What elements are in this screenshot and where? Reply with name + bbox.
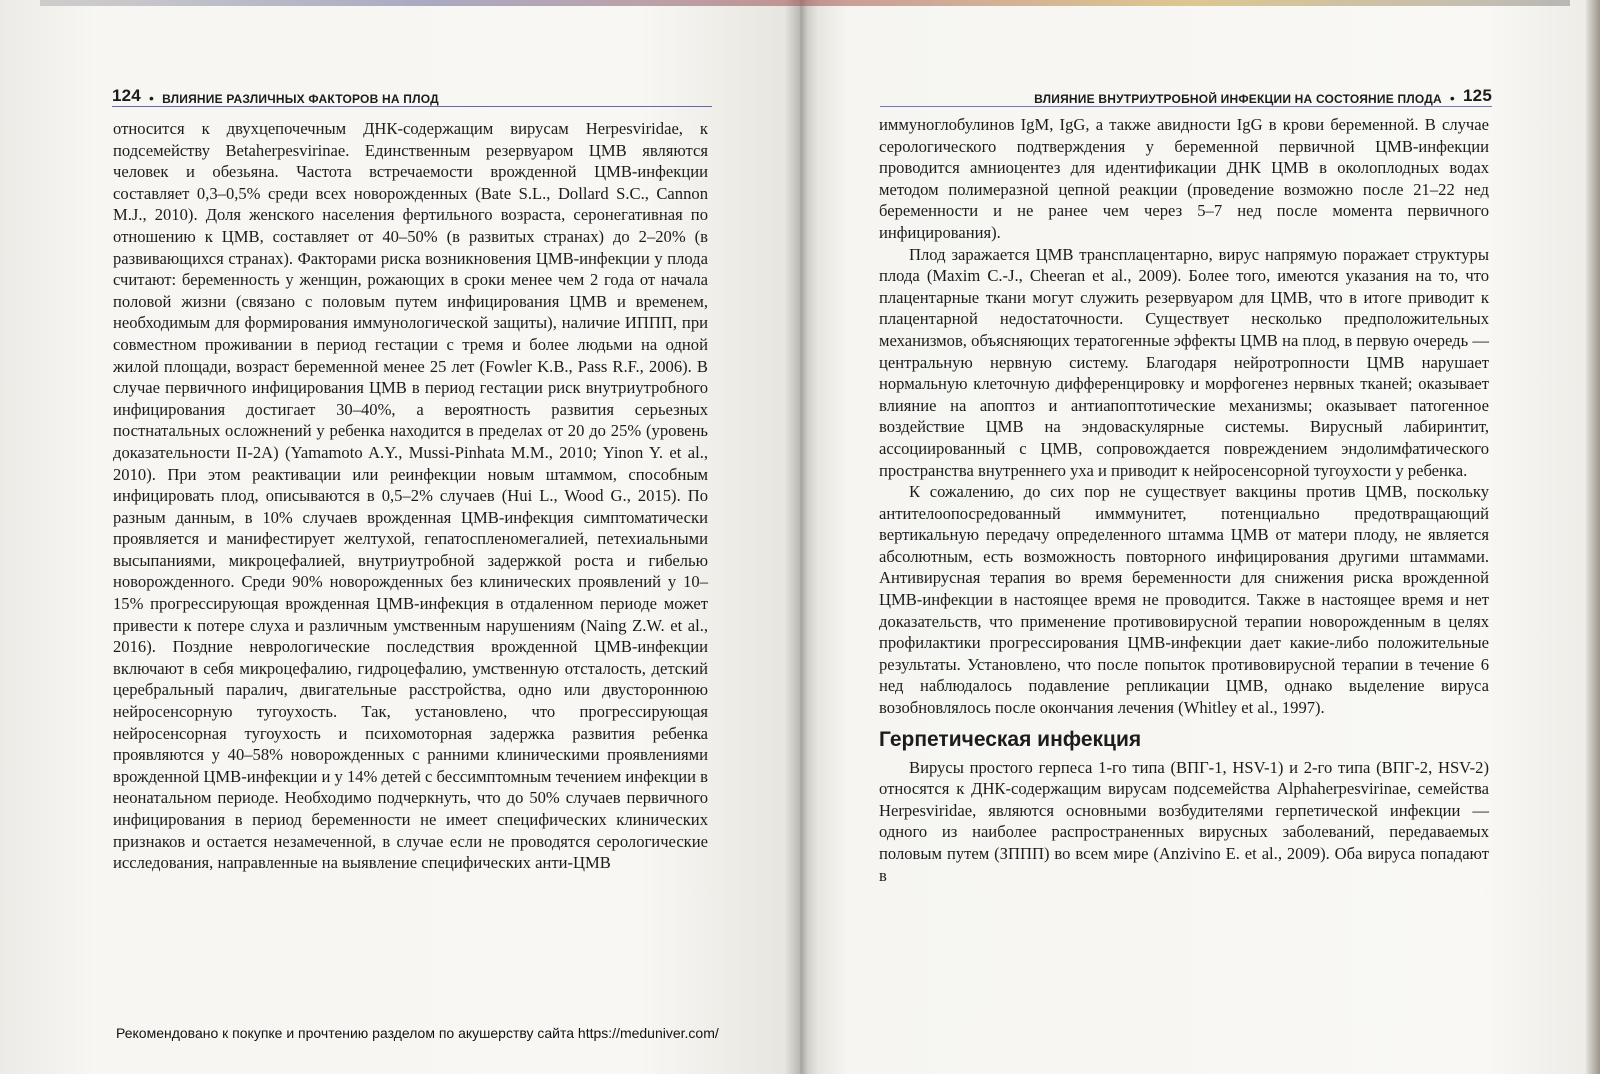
book-gutter [784, 0, 818, 1074]
right-text-column [879, 114, 1489, 886]
right-page-number: 125 [1463, 86, 1492, 105]
left-text-column [113, 118, 708, 874]
right-paragraph-3: К сожалению, до сих пор не существует вакцины против ЦМВ, поскольку антителоопосредованный имммунитет, потенциально предотвращающий вертикальную передачу определенного штамма ЦМВ от матери плоду, не является абсолютным, есть возможность повторного инфицирования другими штаммами. Антивирусная терапия во время беременности для снижения риска врожденной ЦМВ-инфекции в настоящее время не проводится. Также в настоящее время и нет доказательств, что применение противовирусной терапии новорожденным в целях профилактики прогрессирования ЦМВ-инфекции дает какие-либо положительные результаты. Установлено, что после попыток противовирусной терапии в течение 6 нед наблюдалось подавление репликации ЦМВ, однако выделение вируса возобновлялось после окончания лечения (Whitley et al., 1997). [879, 482, 1489, 718]
section-heading: Герпетическая инфекция [879, 727, 1142, 751]
right-paragraph-2: Плод заражается ЦМВ трансплацентарно, вирус напрямую поражает структуры плода (Maxim C.-J., Cheeran et al., 2009). Более того, имеются указания на то, что плацентарные ткани могут служить резервуаром для ЦМВ, что в итоге приводит к плацентарной недостаточности. Существует несколько предположительных механизмов, объясняющих тератогенные эффекты ЦМВ на плод, в первую очередь — центральную нервную систему. Благодаря нейротропности ЦМВ нарушает нормальную клеточную дифференцировку и морфогенез нервных тканей; оказывает влияние на апоптоз и антиапоптотические механизмы; оказывает патогенное воздействие ЦМВ на эндоваскулярные системы. Вирусный лабиринтит, ассоциированный с ЦМВ, сопровождается повреждением эндолимфатического пространства внутреннего уха и приводит к нейросенсорной тугоухости у ребенка. [879, 244, 1489, 480]
bullet-separator: • [1449, 90, 1456, 106]
bullet-separator: • [148, 90, 155, 106]
left-body-paragraph: относится к двухцепочечным ДНК-содержащим вирусам Herpesviridae, к подсемейству Betaherpesvirinae. Единственным резервуаром ЦМВ являются человек и обезьяна. Частота встречаемости врожденной ЦМВ-инфекции составляет 0,3–0,5% среди всех новорожденных (Bate S.L., Dollard S.C., Cannon M.J., 2010). Доля женского населения фертильного возраста, серонегативная по отношению к ЦМВ, составляет от 40–50% (в развитых странах) до 2–20% (в развивающихся странах). Факторами риска возникновения ЦМВ-инфекции у плода считают: беременность у женщин, рожающих в сроки менее чем 2 года от начала половой жизни (связано с половым путем инфицирования ЦМВ и временем, необходимым для формирования иммунологической защиты), наличие ИППП, при совместном проживании в период гестации с тремя и более людьми на одной жилой площади, возраст беременной менее 25 лет (Fowler K.B., Pass R.F., 2006). В случае первичного инфицирования ЦМВ в период гестации риск внутриутробного инфицирования достигает 30–40%, а вероятность развития серьезных постнатальных осложнений у ребенка находится в пределах от 20 до 25% (уровень доказательности II-2A) (Yamamoto A.Y., Mussi-Pinhata M.M., 2010; Yinon Y. et al., 2010). При этом реактивации или реинфекции новым штаммом, способным инфицировать плод, описываются в 0,5–2% случаев (Hui L., Wood G., 2015). По разным данным, в 10% случаев врожденная ЦМВ-инфекция симптоматически проявляется и манифестирует желтухой, гепатоспленомегалией, петехиальными высыпаниями, микроцефалией, внутриутробной задержкой роста и гибелью новорожденного. Среди 90% новорожденных без клинических проявлений у 10–15% прогрессирующая врожденная ЦМВ-инфекция в отдаленном периоде может привести к потере слуха и различным умственным нарушениям (Naing Z.W. et al., 2016). Поздние неврологические последствия врожденной ЦМВ-инфекции включают в себя микроцефалию, гидроцефалию, умственную отсталость, детский церебральный паралич, двигательные расстройства, одно или двустороннюю нейросенсорную тугоухость. Так, установлено, что прогрессирующая нейросенсорная тугоухость и психомоторная задержка развития ребенка проявляются у 40–58% новорожденных с ранними клиническими проявлениями врожденной ЦМВ-инфекции и у 14% детей с бессимптомным течением инфекции в неонатальном периоде. Необходимо подчеркнуть, что до 50% случаев первичного инфицирования в период беременности не имеет специфических клинических признаков и остается незамеченной, в случае если не проводятся серологические исследования, направленные на выявление специфических анти-ЦМВ [113, 119, 708, 873]
watermark-footer: Рекомендовано к покупке и прочтению разделом по акушерству сайта https://meduniver.com/ [116, 1025, 719, 1041]
left-running-title: ВЛИЯНИЕ РАЗЛИЧНЫХ ФАКТОРОВ НА ПЛОД [162, 92, 439, 106]
page-right-edge [1586, 0, 1600, 1074]
section-paragraph: Вирусы простого герпеса 1-го типа (ВПГ-1, HSV-1) и 2-го типа (ВПГ-2, HSV-2) относятся к ДНК-содержащим вирусам подсемейства Alphaherpesvirinae, семейства Herpesviridae, являются основными возбудителями герпетической инфекции — одного из наиболее распространенных вирусных заболеваний, передаваемых половым путем (ЗППП) во всем мире (Anzivino E. et al., 2009). Оба вируса попадают в [879, 757, 1489, 885]
left-page-number: 124 [112, 86, 141, 105]
right-running-head [880, 84, 1492, 107]
right-paragraph-1: иммуноглобулинов IgM, IgG, а также авидности IgG в крови беременной. В случае серологического подтверждения у беременной первичной ЦМВ-инфекции проводится амниоцентез для идентификации ДНК ЦМВ в околоплодных водах методом полимеразной цепной реакции (проведение возможно после 21–22 нед беременности и не ранее чем через 5–7 нед после момента первичного инфицирования). [879, 115, 1489, 242]
right-running-title: ВЛИЯНИЕ ВНУТРИУТРОБНОЙ ИНФЕКЦИИ НА СОСТОЯНИЕ ПЛОДА [1034, 92, 1442, 106]
page-top-edge [40, 0, 1570, 6]
left-running-head [112, 84, 712, 107]
